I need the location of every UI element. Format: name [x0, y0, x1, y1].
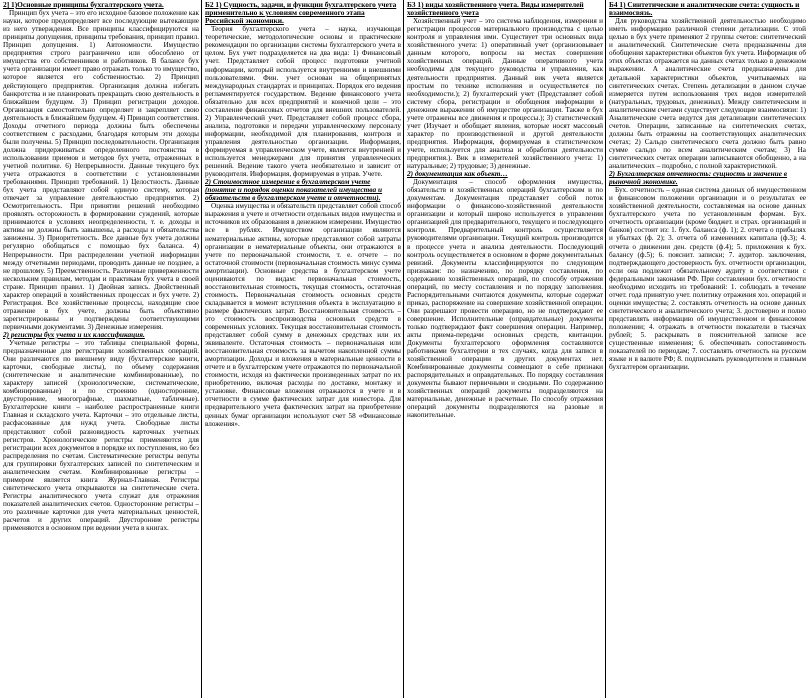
section-heading: 2) регистры бух учета и их классификация. [3, 329, 145, 339]
paragraph: Принцип бух учета – это его исходное базовое положение как науки, которое предопределяет все последующие вытекающие из него утверждения. Все принципы классифицируются на принципы допущения, принципы требования, принцип правил. Принцип допущения. 1) Автономности. Имущество предприятия строго разграничено или обособлено от имущества его собственников и работников. В балансе бух учета организации имеет право отражать только то имущество, которое является его собственностью. 2) Принцип действующего предприятия. Организация должна избегать банкротства и не планировать прекращать свою деятельность в ближайшем будущем. 3) Принцип регистрации доходов. Организация самостоятельно определяет и закрепляет свою деятельность в ближайшем будущем. 4) Принцип соответствия. Доходы отчетного периода должны быть обеспечены соответствием с расходами, благодаря которым эти доходы были получены. 5) Принцип последовательности. Организация должна придерживаться определенного постоянства в использовании приемов и методов бух учета, отраженных в учетной политике. 6) Непрерывности. Данные текущего бух учета отражаются в соответствии с установленными требованиями. Принцип требований. 1) Целостность. Данные бух учета представляют собой единую систему, которая отвечает за управление деятельностью предприятия. 2) Осмотрительность. При принятии решений необходимо проявлять осторожность в формировании суждений, которые принимаются в условиях неопределенности, т. е. доходы и активы не должны быть завышены, а расходы и обязательства занижены. 3) Приоритетность. Все данные бух учета должны регулярно обобщаться с помощью бух баланса. 4) Непрерывности. При распределении учетной информации между отчетными периодами, проводить данные не позднее, а не прошлому. 5) Преемственность. Различные приверженности нескольким правилам, методам и практикам бух учета в своей стране. Принцип правил. 1) Двойная запись. Двойственный характер операций в хозяйственных процессах и бух учете. 2) Регистрация. Все хозяйственные процессы, находящие свое отражение в бух учете, должны быть объективно зарегистрированы и подтверждены соответствующими первичными документами. 3) Денежные измерения. [3, 9, 199, 331]
paragraph: Документация – способ оформления имущества, обязательств и хозяйственных операций бухгалтерским и по документам. Документация представляет собой поток информации о финансово-хозяйственной деятельности организации и который широко используется в управлении организацией для предварительного, текущего и последующего контроля. Предварительный контроль осуществляется руководителями организации. Текущий контроль производится в процессе учета и анализа деятельности. Последующий контроль осуществляется в основном в форме документальных ревизий. Документы классифицируются по следующим признакам: по назначению, по порядку составления, по содержанию хозяйственных операций, по способу отражения операций, по месту составления и по порядку заполнения. Распорядительными считаются документы, которые содержат приказ, распоряжение на совершение хозяйственной операции. Они разрешают провести операцию, но не подтверждают ее совершение. Исполнительные (оправдательные) документы только подтверждают факт совершения операции. Например, акты приема-передачи основных средств, квитанции. Документы бухгалтерского оформления составляются работниками бухгалтерии в тех случаях, когда для записи в хозяйственной операции в других документах нет. Комбинированные документы совмещают в себе признаки распорядительных и оправдательных. По порядку составления документы бывают первичными и сводными. По содержанию хозяйственных операций документы подразделяются на материальные, денежные и расчетные. По способу отражения операций документы подразделяются на разовые и накопительные. [407, 178, 603, 420]
paragraph: Для руководства хозяйственной деятельностью необходимо иметь информацию различной степени детализации. С этой целью в бух учете применяют 2 группы счетов: синтетический и аналитический. Синтетические счета предназначены для обобщения характеристики объектов бух учета. Информация об этих объектах отражается на данных счетах только в денежном выражении. А аналитические счета предназначены для детальной характеристики объектов, учитываемых на синтетических счетах. Степень детализации в данном случае измеряется путем использования трех видов измерителей (натуральных, трудовых, денежных). Между синтетическим и аналитическим счетами существует следующие взаимосвязи: 1) Аналитические счета ведутся для детализации синтетических счетов. Операции, записанные на синтетических счетах, должны быть отражены на соответствующих аналитических счетах; 2) Сальдо синтетического счета должно быть равно сумме сальдо по всем аналитическим счетам; 3) На синтетических счетах операции записываются обобщенно, а на аналитических – подробно, с полной характеристикой. [609, 17, 806, 171]
column-heading: Б2 1) Сущность, задачи, и функции бухгалтерского учета применительно к условиям современного этапа Российской экономики. [205, 0, 397, 26]
section-heading: 2) документация как объект… [407, 169, 508, 179]
section-heading: 2) Бухгалтерская отчетность: сущность и значение в рыночной экономике. [609, 169, 788, 187]
column-heading: Б3 1) виды хозяйственного учета. Виды измерителей хозяйственного учета [407, 0, 584, 18]
column-2 [202, 0, 404, 698]
column-1 [0, 0, 202, 698]
section-heading: 2) Стоимостное измерение в бухгалтерском учете (понятие и порядок оценки показателей имущества и обязательств в бухгалтерском учете и отчетности). [205, 177, 383, 203]
paragraph: Бух. отчетность – единая система данных об имущественном и финансовом положении организации и о результатах ее хозяйственной деятельности, составляемая на основе данных бухгалтерского учета по установленным формам. Бух. отчетность организации (кроме бюджет. и страх. организаций и банков) состоит из: 1. бух. баланса (ф. 1); 2. отчета о прибылях и убытках (ф. 2); 3. отчета об изменениях капитала (ф.3); 4. отчета о движении ден. средств (ф.4); 5. приложения к бух. балансу (ф.5); 6. пояснит. записки; 7. аудитор. заключения, подтверждающего достоверность бух. отчетности организации, если она подлежит обязательному аудиту в соответствии с федеральными законами РФ. При составлении бух. отчетности необходимо исходить из требований: 1. соблюдать в течение отчет. года принятую учет. политику отражения хоз. операций и оценки имущества; 2. составлять отчетность на основе данных синтетического и аналитического учета; 3. достоверно и полно представлять информацию об имущественном и финансовом положении; 4. отражать в отчетности показатели в тысячах рублей; 5. раскрывать в пояснительной записке все существенные изменения; 6. обеспечивать сопоставимость показателей по периодам; 7. составлять отчетность на русском языке и в валюте РФ; 8. подписывать руководителем и главным бухгалтером организации. [609, 186, 806, 372]
paragraph: Учетные регистры – это таблицы специальной формы, предназначенные для регистрации хозяйственных операций. Они различаются по внешнему виду (бухгалтерские книги, карточки, свободные листы), по объему содержания (синтетические и аналитические комбинированные), по характеру записей (хронологические, систематические, комбинированные) и по строению (односторонние, двусторонние, многографные, шахматные, табличные). Бухгалтерские книги – наиболее распространенные книги Главная и складского учета. Карточки – это отдельные листы, расфасованные для нужд учета. Свободные листы представляют собой разновидность карточных учетных регистров. Хронологические регистры применяются для регистрации всех документов в порядке их поступления, но без распределения по счетам. Систематические регистры вепуты для группировки бухгалтерских записей по синтетическим и аналитическим счетам. Комбинированные регистры – примером является книга Журнал-Главная. Регистры синтетического учета открываются на синтетические счета. Регистры аналитического учета служат для отражения показателей аналитических счетов. Односторонние регистры – это различные карточки для учета материальных ценностей, расчетов и других операций. Двусторонние регистры применяются в основном при ведении учета в книгах. [3, 339, 199, 533]
paragraph: Теория бухгалтерского учета – наука, изучающая теоретические, методологические основы и практические рекомендации по организации системы бухгалтерского учета в целом. Бух учет подразделяется на два вида: 1) Финансовый учет. Представляет собой процесс подготовки учетной информации, который используется внутренними и внешними пользователями. Фин. учет основан на общепринятых международных стандартах и принципах. Порядок его ведения регламентируется государством. Ведение финансового учета обязательно для всех предприятий и конечной цели – это составление финансовых отчетов для внешних пользователей. 2) Управленческий учет. Представляет собой процесс сбора, анализа, подготовки и передачи управленческому персоналу информации, необходимой для планирования, контроля и управления деятельностью организации. Информация, формируемая в управленческом учете, является внутренней и используется менеджерами для принятия управленческих решений. Ведение такого учета необязательно и зависит от руководителя. Информация, формируемая в управ. Учете. [205, 25, 401, 179]
column-heading: 2] 1)Основные принципы бухгалтерского учета. [3, 0, 164, 9]
column-4 [606, 0, 808, 698]
column-heading: Б4 1) Синтетические и аналитические счета: сущность и взаимосвязь. [609, 0, 800, 18]
column-3 [404, 0, 606, 698]
paragraph: Оценка имущества и обязательств представляет собой способ выражения в учете и отчетности отдельных видов имущества и источников их образования в денежном измерении. Имущество все в рублях. Имуществом организации являются нематериальные активы, которые представляют собой затраты организации в нематериальные объекты, они отражаются в учете по первоначальной стоимости, т. е. отчете – по остаточной стоимости (первоначальная стоимость минус сумма амортизации). Основные средства в бухгалтерском учете оцениваются по видам: первоначальная стоимость, восстановительная стоимость, текущая стоимость, остаточная стоимость. Первоначальная стоимость основных средств складывается в момент вступления объекта в эксплуатацию в размере фактических затрат. Восстановительная стоимость – это стоимость воспроизводства основных средств в современных условиях. Текущая восстановительная стоимость представляет собой сумму в денежных средствах или их эквиваленте. Остаточная стоимость – первоначальная или восстановительная стоимость за вычетом накопленной суммы амортизации. Доходы и вложения в материальные ценности в отчете и в бухгалтерском учете отражаются по первоначальной стоимости, исходя из фактически произведенных затрат по их приобретению, включая расходы по доставке, монтажу и установке. Финансовые вложения отражаются в учете и в отчетности в сумме фактических затрат для инвестора. Для предварительного учета фактических затрат на приобретение ценных бумаг организации используют счет 58 «Финансовые вложения». [205, 202, 401, 428]
paragraph: Хозяйственный учет – это система наблюдения, измерения и регистрации процессов материального производства с целью контроля и управления ими. Существует три основных вида хозяйственного учета: 1) оперативный учет (организовывает данным которого, вопросы на местах совершения хозяйственных операций. Данные оперативного учета необходимы для текущего руководства и управления, как деятельности предприятия. Данный вик учета является простым по технике исполнения и осуществляется по необходимости.); 2) бухгалтерский учет (Представляет собой систему сбора, регистрации и обобщения информации в денежном выражении об имуществе организации. Также в бух учете отражены все движения и процессы.); 3) статистический учет (Изучает и обобщает явления, которые носят массовый характер по производственной и другой деятельности предприятия. Информация, формируемая в статистическом учете, используется для анализа и обработки деятельности предприятия.). Вик в измерителей хозяйственного учета: 1) натуральные; 2) трудовые; 3) денежные. [407, 17, 603, 171]
